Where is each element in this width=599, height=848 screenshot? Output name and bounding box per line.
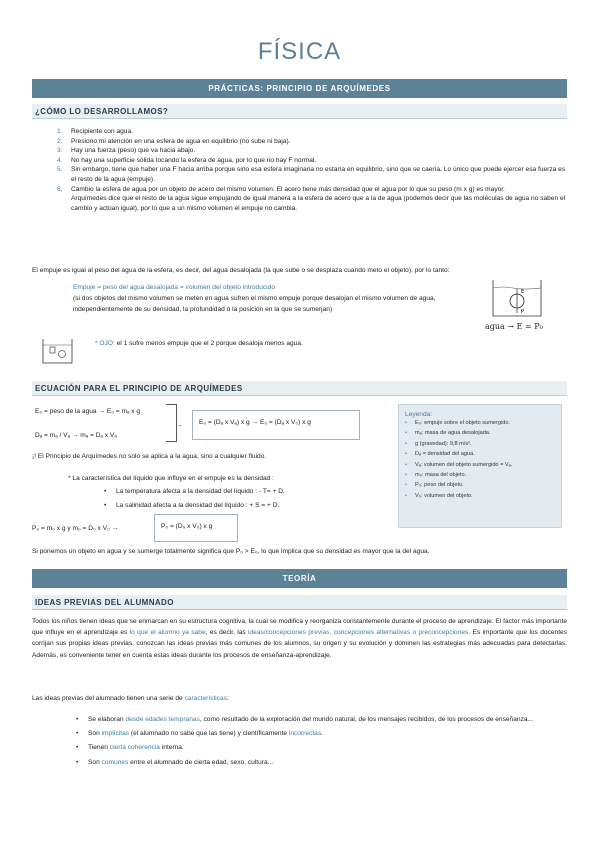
- subheading-ideas: IDEAS PREVIAS DEL ALUMNADO: [32, 595, 567, 610]
- step-item: [57, 137, 567, 147]
- eq-p: P₀ = m₀ x g y m₀ = D₀ x V₀ →: [32, 525, 119, 532]
- ideas-paragraph-2: Las ideas previas del alumnado tienen una serie de características:: [32, 695, 229, 702]
- eq-box: E₀ = (Dₐ x Vₐ) x g → E₀ = (Dₐ x V₀) x g: [192, 410, 360, 440]
- arrow-icon: →: [176, 422, 183, 429]
- char-item-text: La temperatura afecta a la densidad del líquido : - T= + D.: [116, 488, 285, 495]
- step-item: [57, 165, 567, 184]
- sketch-caption: agua → E = P₀: [485, 322, 543, 331]
- char-list: [104, 487, 404, 510]
- ojo-note: [95, 339, 475, 349]
- ideas-item-highlight: implícitas: [101, 730, 130, 738]
- page-title: FÍSICA: [257, 38, 342, 65]
- section-band-practicas: PRÁCTICAS: PRINCIPIO DE ARQUÍMEDES: [32, 79, 567, 98]
- legend-item-text: Dₐ = densidad del agua.: [415, 451, 475, 458]
- ideas-item-text: interna.: [159, 744, 184, 752]
- section-band-teoria: TEORÍA: [32, 569, 567, 588]
- bullet-icon: •: [405, 430, 407, 437]
- ideas-item-text: Tienen: [88, 744, 108, 752]
- empuje-formula: Empuje = peso del agua desalojada = volumen del objeto introducido: [73, 284, 275, 291]
- legend-item: [405, 470, 555, 480]
- ideas-item: [76, 714, 566, 725]
- legend-item: [405, 491, 555, 501]
- ideas-item-text: entre el alumnado de cierta edad, sexo, cultura...: [128, 758, 274, 766]
- ideas-text: . Es importante que los docentes corrijan sus propias ideas previas, conozcan las ideas previas más comunes de los alumnos, su origen y su evolución y dominen las estrategias más adecuadas para detectarlas. Además, es conveniente tener en cuenta estas ideas durante los procesos de enseñanza-aprendizaje.: [32, 629, 567, 659]
- ideas-item: [76, 728, 566, 739]
- bullet-icon: •: [405, 492, 407, 499]
- step-item: [57, 146, 567, 156]
- step-text: Cambio la esfera de agua por un objeto de acero del mismo volumen. El acero tiene más densidad que el agua por lo que su peso (m x g) es mayor.: [71, 185, 505, 193]
- step-text: Sin embargo, tiene que haber una F hacia arriba porque sino esa esfera imaginaria no estaría en equilibrio, sino que se caería. Lo único que puede ejercer esa fuerza es el resto de la agua (empuje).: [71, 166, 566, 183]
- sink-text: Si ponemos un objeto en agua y se sumerge totalmente significa que P₀ > E₀, lo que implica que su densidad es mayor que la del agua.: [32, 548, 430, 555]
- bullet-icon: •: [76, 716, 79, 723]
- char-item-text: La salinidad afecta a la densidad del líquido : + S = + D.: [116, 501, 280, 509]
- bullet-icon: •: [405, 472, 407, 479]
- step-item: [57, 156, 567, 166]
- bullet-icon: •: [405, 482, 407, 489]
- step-text: Recipiente con agua.: [71, 128, 133, 135]
- eq-line-1: E₀ = peso de la agua → E₀ = mₐ x g: [35, 408, 141, 415]
- legend-item: [405, 428, 555, 438]
- ideas-highlight: características: [184, 695, 228, 702]
- bullet-icon: •: [104, 501, 107, 509]
- ideas-highlight: ideas/concepciones previas, concepciones alternativas o preconcepciones: [248, 629, 469, 637]
- step-number: 1.: [57, 128, 63, 135]
- eq-p-box: P₀ = (D₀ x V₀) x g: [154, 514, 238, 542]
- ideas-item: [76, 742, 566, 753]
- bullet-icon: •: [76, 744, 79, 752]
- ideas-item-text: Son: [88, 730, 100, 738]
- ideas-item-text: Se elaboran: [88, 716, 124, 723]
- bullet-icon: •: [405, 451, 407, 458]
- ideas-item-highlight: comunes: [101, 758, 129, 766]
- ideas-item-highlight: incorrectas: [288, 730, 322, 738]
- step-text: Presiono mi atención en una esfera de agua en equilibrio (no sube ni baja).: [71, 137, 291, 145]
- bullet-icon: •: [405, 440, 407, 447]
- legend-item-text: V₀: volumen del objeto.: [415, 492, 473, 499]
- svg-text:E: E: [521, 289, 525, 295]
- container-sketch: [40, 337, 76, 367]
- legend-box: [398, 404, 562, 528]
- step-item: [57, 185, 567, 195]
- ideas-list: [76, 714, 566, 768]
- step-number: 5.: [57, 166, 63, 174]
- legend-item: [405, 460, 555, 470]
- char-intro: * La característica del líquido que influye en el empuje es la densidad :: [68, 475, 274, 482]
- legend-item-text: m₀: masa del objeto.: [415, 472, 467, 479]
- eq-line-2: Dₐ = mₐ / Vₐ → mₐ = Dₐ x Vₐ: [35, 432, 117, 439]
- subheading-ecuacion: ECUACIÓN PARA EL PRINCIPIO DE ARQUÍMEDES: [32, 381, 567, 396]
- legend-item: [405, 449, 555, 459]
- eq-note: ¡! El Principio de Arquímedes no solo se aplica a la agua, sino a cualquier fluido.: [32, 453, 267, 460]
- bullet-icon: •: [405, 461, 407, 468]
- legend-item-text: Vₐ: volumen del objeto sumergido = Vₐ.: [415, 461, 513, 468]
- legend-item-text: mₐ: masa de agua desalojada.: [415, 430, 491, 437]
- bullet-icon: •: [104, 488, 107, 495]
- ideas-text: Las ideas previas del alumnado tienen una serie de: [32, 695, 183, 702]
- step-text: Hay una fuerza (peso) que va hacia abajo.: [71, 147, 196, 155]
- empuje-note: (si dos objetos del mismo volumen se meten en agua sufren el mismo empuje porque desalojan el mismo volumen de agua, independientemente de su densidad, la profundidad o la posición en la que se sumerjan): [73, 295, 436, 313]
- step-number: 6.: [57, 185, 63, 193]
- legend-item: [405, 439, 555, 449]
- legend-item-text: E₀: empuje sobre el objeto sumergido.: [415, 420, 510, 426]
- ideas-item: [76, 757, 566, 768]
- step-number: 4.: [57, 156, 63, 164]
- ideas-item-text: Son: [88, 758, 100, 766]
- empuje-sketch: [483, 276, 565, 338]
- legend-item: [405, 480, 555, 490]
- legend-item-text: g (gravedad): 9,8 m/s².: [415, 440, 472, 447]
- bullet-icon: •: [76, 730, 79, 738]
- step-text: No hay una superficie sólida tocando la esfera de agua, por lo que no hay F normal.: [71, 156, 317, 164]
- svg-text:P: P: [521, 309, 525, 315]
- ideas-text: Todos los niños tienen ideas que se enmarcan en su estructura cognitiva, la cual se modifica y reorganiza constantemente durante el proceso de aprendizaje. El factor más importante que influye en el aprendizaje es: [32, 618, 567, 637]
- step-item: [57, 127, 567, 137]
- step-extra: [57, 194, 567, 213]
- char-item: [104, 487, 404, 497]
- bullet-icon: •: [405, 420, 407, 426]
- steps-list: [57, 127, 567, 213]
- ideas-item-highlight: cierta coherencia: [109, 744, 160, 752]
- container-diagram-icon: [40, 337, 76, 367]
- legend-title: Leyenda:: [405, 411, 433, 418]
- legend-item: [405, 418, 555, 428]
- legend-item-text: P₀: peso del objeto.: [415, 482, 464, 489]
- ideas-paragraph: [32, 616, 567, 661]
- bullet-icon: •: [76, 758, 79, 766]
- char-item: [104, 501, 404, 511]
- step-number: 3.: [57, 147, 63, 155]
- ideas-highlight: lo que el alumno ya sabe: [129, 629, 206, 637]
- ideas-item-highlight: desde edades tempranas: [125, 716, 200, 723]
- ideas-text: , es decir, las: [205, 629, 246, 637]
- subheading-como: ¿CÓMO LO DESARROLLAMOS?: [32, 104, 567, 119]
- step-extra-text: Arquímedes dice que el resto de la agua sigue empujando de igual manera a la esfera de acero que a la de agua (podemos decir que las moléculas de agua no saben el cambio y actúan igual), por lo que a un mismo volumen el empuje no cambia.: [71, 195, 566, 212]
- empuje-intro: El empuje es igual al peso del agua de la esfera, es decir, del agua desalojada (la que sube o se desplaza cuando meto el objeto), por lo tanto:: [32, 267, 450, 274]
- ojo-text: el 1 sufre menos empuje que el 2 porque desaloja menos agua.: [116, 340, 303, 347]
- ojo-label: * OJO:: [95, 340, 115, 347]
- ideas-item-text: , como resultado de la exploración del mundo natural, de los mensajes recibidos, de los procesos de enseñanza...: [199, 716, 534, 723]
- ideas-item-text: .: [321, 730, 323, 738]
- ideas-item-text: (el alumnado no sabe que las tiene) y científicamente: [129, 730, 288, 738]
- step-number: 2.: [57, 137, 63, 145]
